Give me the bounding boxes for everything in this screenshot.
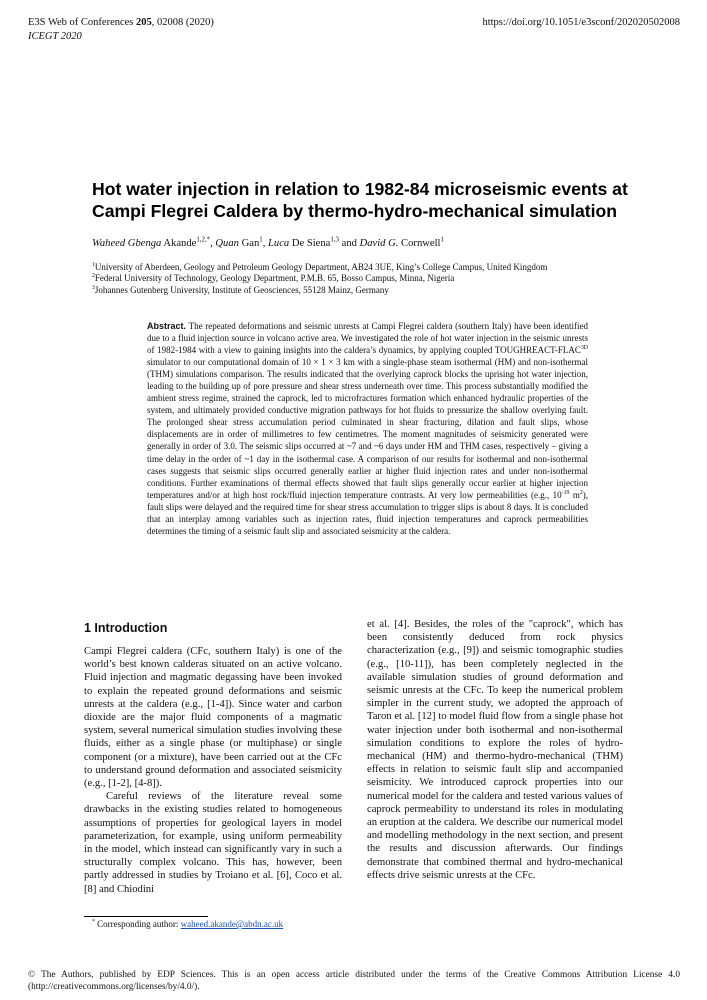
author: Waheed Gbenga Akande$^{1,2,*}$: [92, 236, 211, 249]
footnote-rule: [84, 916, 208, 917]
abstract: Abstract. The repeated deformations and seismic unrests at Campi Flegrei caldera (southern Italy) have been identified due to a fluid injection source in volcano active area. We investigated the role of hot water injection in the seismic unrests of 1982-1984 with a view to gaining insights into the caldera’s dynamics, by applying coupled TOUGHREACT-$FLAC^{3D}$ simulator to our computational domain of 10 × 1 × 3 km with a single-phase steam isothermal (HM) and non-isothermal (THM) simulations comparison. The results indicated that the overlying caprock blocks the uprising hot water injection, leading to the building up of pore pressure and shear stress underneath over time. This process substantially modified the ambient stress regime, strained the caprock, led to microfractures formation which enhanced hydraulic properties of the system, and ultimately provided conductive migration pathways for hot fluids to pressurize the shallow overlying fault. The prolonged shear stress accumulation period culminated in shear fracturing, dilation and fault slips, whose displacements are in order of millimetres to few centimetres. The moment magnitudes of seismicity generated were generally in order of 3.0. The seismic slips occurred at ~7 and ~6 days under HM and THM cases, respectively – giving a time delay in the order of ~1 day in the isothermal case. A comparison of our results for isothermal and non-isothermal cases suggests that seismic slips occurred generally earlier at higher fluid injection rates and under non-isothermal conditions. Further examinations of thermal effects showed that fault slips generally occur earlier at higher injection temperatures and/or at high host rock/fluid injection temperature contrasts. At very low permeabilities (e.g., $10^{-19}$ $m^2$), fault slips were delayed and the required time for shear stress accumulation to trigger slips is about 8 days. It is concluded that an interplay among variables such as injection rates, fluid injection temperatures and caprock permeabilities determines the timing of a seismic fault slip and associated seismicity at the caldera.: [147, 321, 588, 536]
affiliation: $^1$University of Aberdeen, Geology and Petroleum Geology Department, AB24 3UE, King’s College Campus, United Kingdom: [92, 262, 548, 272]
title-line-1: Hot water injection in relation to 1982-84 microseismic events at: [92, 179, 628, 199]
affiliation: $^3$Johannes Gutenberg University, Institute of Geosciences, 55128 Mainz, Germany: [92, 284, 389, 295]
email-link[interactable]: waheed.akande@abdn.ac.uk: [180, 919, 284, 929]
title-line-2: Campi Flegrei Caldera by thermo-hydro-mechanical simulation: [92, 201, 618, 221]
affiliation: $^2$Federal University of Technology, Geology Department, P.M.B. 65, Bosso Campus, Minna, Nigeria: [92, 273, 455, 284]
footnote: * Corresponding author: waheed.akande@abdn.ac.uk: [92, 919, 284, 929]
paper-title: [92, 178, 632, 222]
author: Luca De Siena$^{1,3}$: [268, 236, 339, 249]
affiliations: [92, 262, 547, 296]
license-footer: © The Authors, published by EDP Sciences. This is an open access article distributed under the terms of the Creative Commons Attribution License 4.0 (http://creativecommons.org/licenses/by/4.0/).: [28, 970, 680, 992]
journal-citation: E3S Web of Conferences 205, 02008 (2020): [28, 17, 214, 28]
author: David G. Cornwell$^1$: [359, 236, 444, 249]
paragraph: Careful reviews of the literature reveal some drawbacks in the existing studies related to homogeneous assumptions of properties for geological layers in model parameterization, for example, using uniform permeability in the model, which instead can significantly vary in such a structurally complex volcano. This has, however, been partly addressed in studies by Troiano et al. [6], Coco et al. [8] and Chiodini: [84, 791, 342, 895]
conference-name: ICEGT 2020: [28, 31, 82, 42]
paragraph: et al. [4]. Besides, the roles of the "caprock", which has been consistently deduced from rock physics characterization (e.g., [9]) and seismic tomographic studies (e.g., [10-11]), has been completely neglected in the available simulation studies of ground deformation and seismic unrests at the CFc. To keep the numerical problem simpler in the current study, we adopted the approach of Taron et al. [12] to model fluid flow from a single phase hot water injection under both isothermal and non-isothermal simulation conditions to explore the roles of hydro-mechanical (HM) and thermo-hydro-mechanical (THM) effects in relation to seismic fault slip and accompanied seismicity. We introduced caprock properties into our numerical model for the caldera and tested various values of caprock permeability to understand its roles in modulating an eruption at the caldera. We describe our numerical model and modelling methodology in the next section, and present the results and discussion afterwards. Our findings demonstrate that combined thermal and hydro-mechanical effects drive seismic unrests at the CFc.: [367, 619, 623, 881]
section-heading: 1 Introduction: [84, 621, 168, 635]
author: Quan Gan$^1$: [215, 236, 263, 249]
doi-link[interactable]: https://doi.org/10.1051/e3sconf/202020502008: [482, 17, 680, 28]
paragraph: Campi Flegrei caldera (CFc, southern Italy) is one of the world’s best known calderas situated on an active volcano. Fluid injection and magmatic degassing have been invoked to explain the repeated ground deformations and seismic unrests at the caldera (e.g., [1-4]). Since water and carbon dioxide are the major fluid components of a magmatic system, several numerical simulation studies involving these fluids, either as a single phase (or multiphase) or single component (or a mixture), have been carried out at the CFc to understand ground deformation and associated seismicity (e.g., [1-2], [4-8]).: [84, 646, 342, 790]
abstract-label: Abstract.: [147, 321, 187, 331]
body-column-right: [367, 618, 623, 882]
body-column-left: [84, 645, 342, 896]
author-list: Waheed Gbenga Akande$^{1,2,*}$, Quan Gan$^1$, Luca De Siena$^{1,3}$ and David G. Cornwell$^1$: [92, 236, 444, 249]
